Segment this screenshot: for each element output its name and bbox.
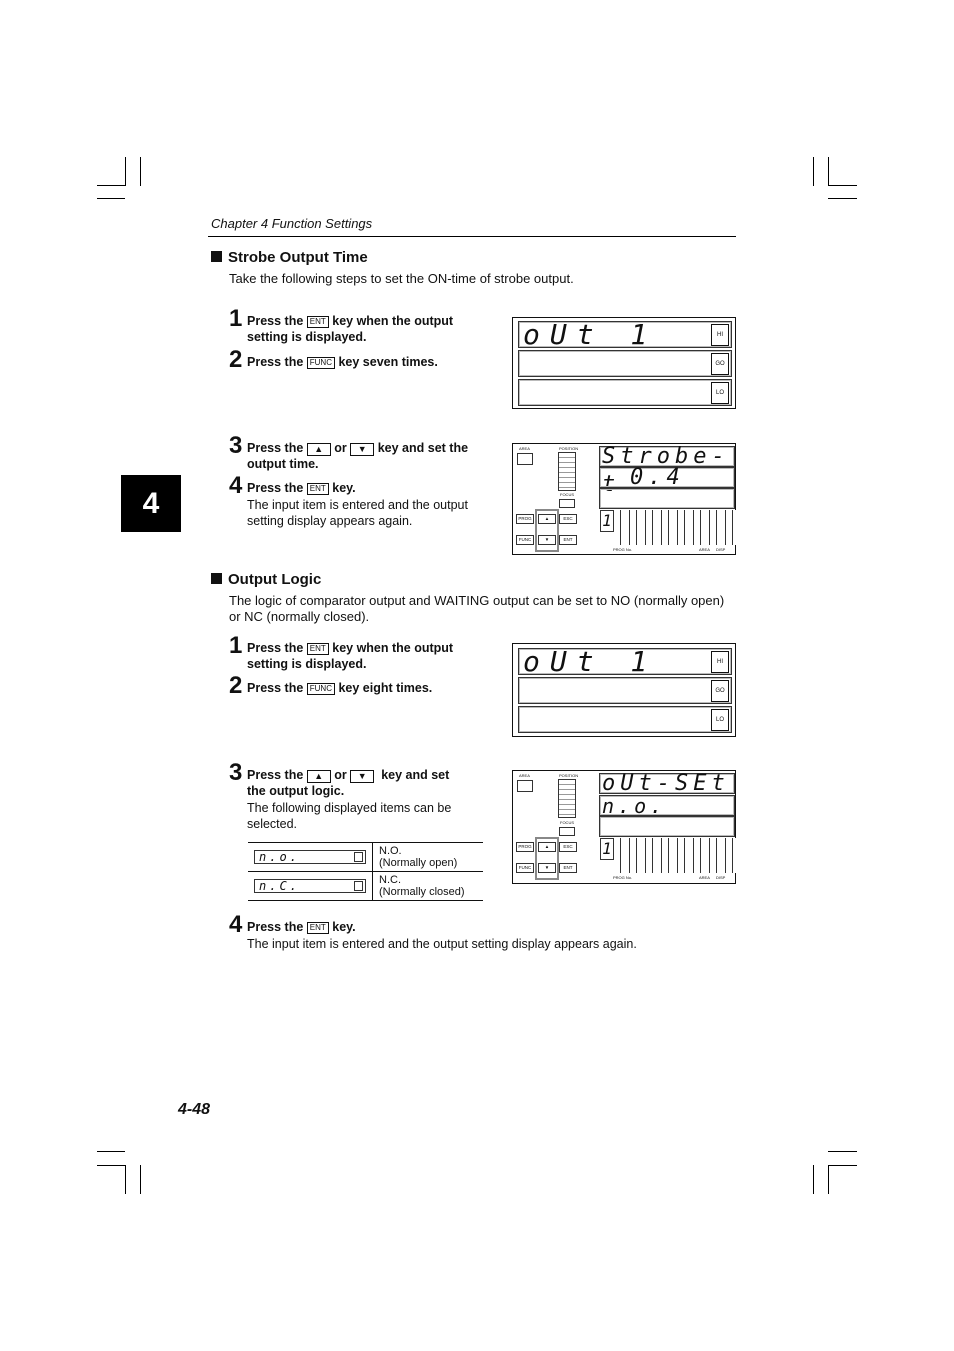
esc-button[interactable]: ESC	[559, 514, 577, 524]
area-indicator	[517, 453, 533, 465]
page-number: 4-48	[178, 1101, 211, 1118]
segment-text: n.o.	[602, 794, 667, 818]
step-note: The input item is entered and the output setting display appears again.	[247, 498, 468, 528]
step-text: Press the ▲ or ▼ key and set the output time.	[247, 441, 469, 471]
header-rule	[208, 236, 736, 237]
focus-indicator	[559, 827, 575, 836]
step-text: Press the ENT key when the output setting is displayed.	[247, 314, 454, 344]
step-number: 4	[229, 472, 243, 499]
segment-text: oUt-SEt	[602, 771, 730, 796]
digit-buttons[interactable]	[617, 838, 737, 873]
strobe-intro: Take the following steps to set the ON-time of strobe output.	[229, 271, 574, 286]
ent-key: ENT	[307, 316, 329, 328]
table-row	[248, 872, 483, 901]
hi-indicator: HI	[711, 651, 729, 673]
focus-label: FOCUS	[560, 820, 574, 825]
func-key: FUNC	[307, 683, 335, 695]
prog-button[interactable]: PROG	[516, 514, 534, 524]
step-number: 2	[229, 672, 243, 699]
ent-button[interactable]: ENT	[559, 863, 577, 873]
hi-indicator: HI	[711, 324, 729, 346]
ent-button[interactable]: ENT	[559, 535, 577, 545]
prog-number-display: 1	[600, 510, 614, 532]
display-row	[518, 350, 732, 377]
display-row	[599, 816, 735, 837]
section-heading-logic: Output Logic	[211, 571, 321, 588]
step-number: 4	[229, 911, 243, 938]
crop-mark	[828, 1165, 857, 1166]
area-indicator	[517, 780, 533, 792]
up-arrow-key-icon: ▲	[307, 443, 331, 456]
crop-mark	[97, 185, 125, 186]
crop-mark	[125, 1165, 126, 1194]
prog-no-label: PROG No.	[613, 875, 633, 880]
display-panel	[512, 643, 736, 737]
down-arrow-key-icon: ▼	[350, 443, 374, 456]
crop-mark	[828, 198, 857, 199]
display-row	[599, 795, 735, 816]
digit-buttons[interactable]	[617, 510, 737, 545]
step-number: 1	[229, 305, 243, 332]
prog-number-display: 1	[600, 838, 614, 860]
display-row	[518, 677, 732, 704]
step-text: Press the ▲ or ▼ key and set the output logic.	[247, 768, 450, 798]
display-row	[518, 318, 732, 351]
step-text: Press the FUNC key seven times.	[247, 355, 438, 369]
prog-no-label: PROG No.	[613, 547, 633, 552]
disp-label: DISP	[716, 875, 726, 880]
position-label: POSITION	[559, 446, 579, 451]
logic-intro: The logic of comparator output and WAITING output can be set to NO (normally open) or NC (normally closed).	[229, 593, 725, 624]
crop-mark	[828, 1151, 857, 1152]
display-row	[599, 488, 735, 509]
step-note: The input item is entered and the output setting display appears again.	[247, 937, 637, 951]
step-number: 3	[229, 759, 243, 786]
crop-mark	[97, 198, 125, 199]
step-note: The following displayed items can be selected.	[247, 801, 452, 831]
display-row	[518, 706, 732, 733]
step-text: Press the ENT key.	[247, 481, 356, 495]
go-indicator: GO	[711, 680, 729, 702]
display-row	[599, 467, 735, 488]
section-heading-strobe: Strobe Output Time	[211, 249, 368, 266]
area-label: AREA	[519, 773, 530, 778]
logic-options-table	[248, 842, 483, 901]
table-row	[248, 843, 483, 872]
down-arrow-key-icon: ▼	[350, 770, 374, 783]
down-arrow-button[interactable]: ▼	[538, 535, 556, 545]
prog-button[interactable]: PROG	[516, 842, 534, 852]
disp-label: DISP	[716, 547, 726, 552]
chapter-tab: 4	[121, 475, 181, 532]
segment-text: oUt 1	[523, 318, 658, 351]
display-panel	[512, 317, 736, 409]
display-row	[518, 379, 732, 406]
segment-text: oUt 1	[523, 645, 658, 678]
func-button[interactable]: FUNC	[516, 535, 534, 545]
crop-mark	[828, 185, 857, 186]
display-row	[599, 773, 735, 794]
func-button[interactable]: FUNC	[516, 863, 534, 873]
up-arrow-key-icon: ▲	[307, 770, 331, 783]
crop-mark	[97, 1151, 125, 1152]
step-number: 2	[229, 346, 243, 373]
crop-mark	[828, 1165, 829, 1194]
down-arrow-button[interactable]: ▼	[538, 863, 556, 873]
crop-mark	[828, 157, 829, 186]
ent-key: ENT	[307, 483, 329, 495]
crop-mark	[125, 157, 126, 186]
position-label: POSITION	[559, 773, 579, 778]
chapter-header: Chapter 4 Function Settings	[211, 216, 373, 231]
ent-key: ENT	[307, 922, 329, 934]
crop-mark	[813, 157, 814, 186]
option-label: N.O. (Normally open)	[373, 843, 484, 872]
up-arrow-button[interactable]: ▲	[538, 842, 556, 852]
area-label: AREA	[699, 875, 710, 880]
crop-mark	[140, 1165, 141, 1194]
controller-panel	[512, 443, 736, 555]
go-indicator: GO	[711, 353, 729, 375]
position-bar	[558, 452, 576, 491]
segment-text: 0.4	[630, 465, 685, 490]
segment-text: Strobe-t	[602, 444, 730, 497]
crop-mark	[140, 157, 141, 186]
focus-indicator	[559, 499, 575, 508]
crop-mark	[97, 1165, 125, 1166]
step-number: 1	[229, 632, 243, 659]
ent-key: ENT	[307, 643, 329, 655]
option-display: n.C.	[248, 872, 373, 901]
lo-indicator: LO	[711, 382, 729, 404]
step-number: 3	[229, 432, 243, 459]
lo-indicator: LO	[711, 709, 729, 731]
up-arrow-button[interactable]: ▲	[538, 514, 556, 524]
option-label: N.C. (Normally closed)	[373, 872, 484, 901]
area-label: AREA	[519, 446, 530, 451]
esc-button[interactable]: ESC	[559, 842, 577, 852]
display-row	[518, 645, 732, 678]
step-text: Press the ENT key when the output setting is displayed.	[247, 641, 454, 671]
crop-mark	[813, 1165, 814, 1194]
func-key: FUNC	[307, 357, 335, 369]
option-display: n.o.	[248, 843, 373, 872]
step-text: Press the ENT key.	[247, 920, 356, 934]
focus-label: FOCUS	[560, 492, 574, 497]
step-text: Press the FUNC key eight times.	[247, 681, 433, 695]
controller-panel	[512, 770, 736, 884]
position-bar	[558, 779, 576, 818]
area-label: AREA	[699, 547, 710, 552]
